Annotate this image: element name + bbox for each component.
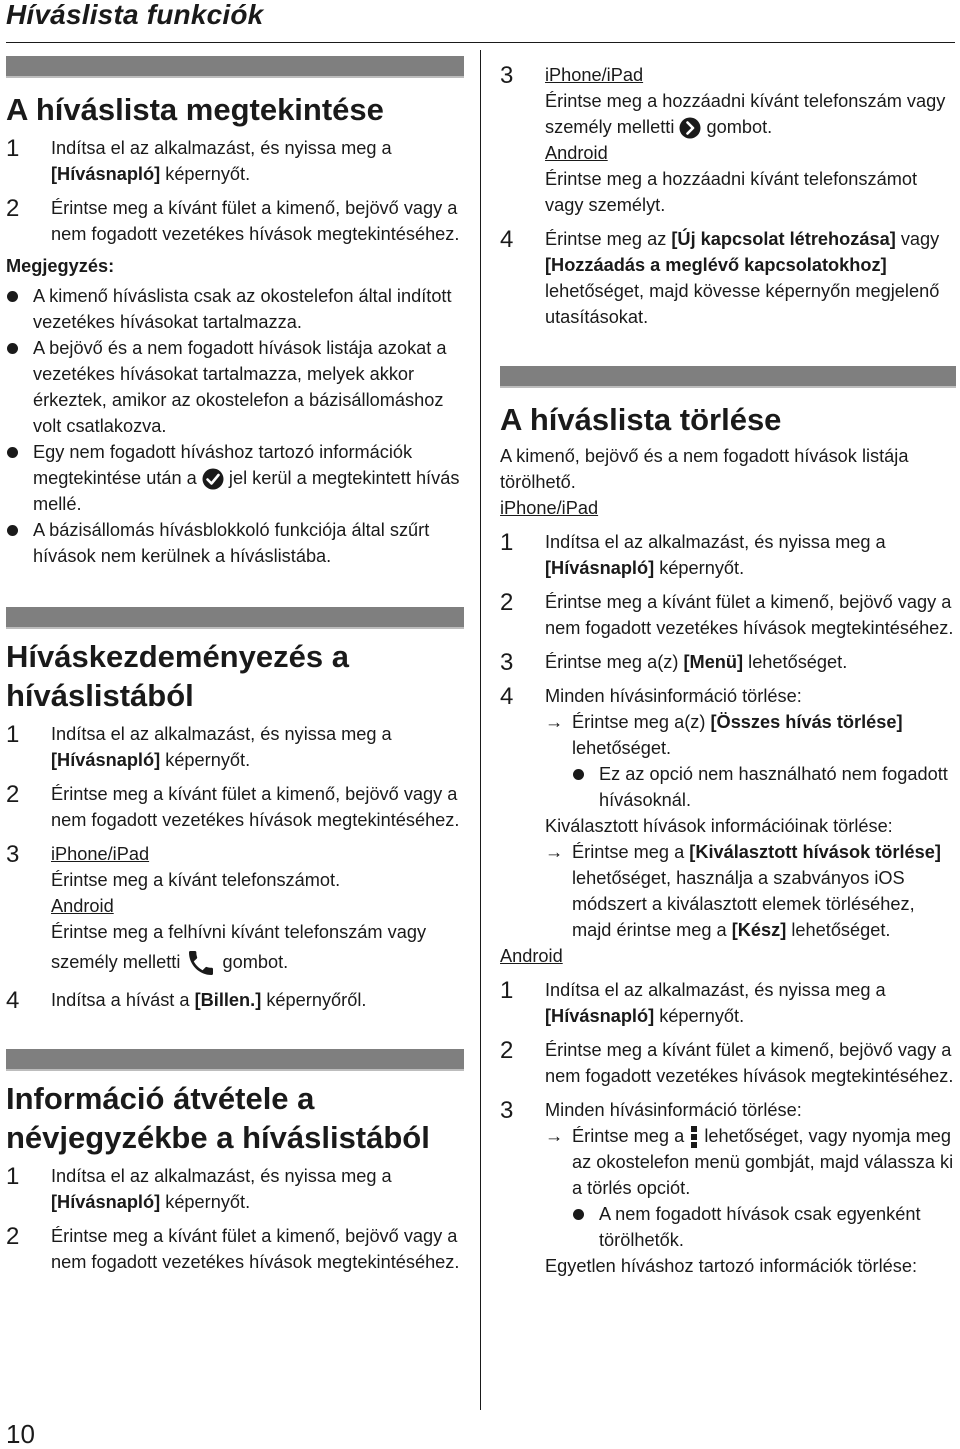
call-step-2: 2 Érintse meg a kívánt fület a kimenő, bejövő vagy a nem fogadott vezetékes hívások megtekintéséhez. — [6, 781, 460, 830]
bullet-dot — [573, 769, 584, 780]
step-number: 3 — [500, 1097, 514, 1124]
contacts-step-1: 1 Indítsa el az alkalmazást, és nyissa meg a [Hívásnapló] képernyőt. — [6, 1163, 392, 1213]
phone-handset-icon — [185, 947, 217, 979]
contacts-step-2: 2 Érintse meg a kívánt fület a kimenő, bejövő vagy a nem fogadott vezetékes hívások megtekintéséhez. — [6, 1223, 460, 1273]
section-bar — [6, 607, 464, 629]
step-number: 4 — [500, 683, 514, 710]
step-number: 2 — [500, 1037, 514, 1064]
arrow-right-icon: → — [545, 1126, 564, 1146]
bullet-dot — [573, 1209, 584, 1220]
view-step-2: 2 Érintse meg a kívánt fület a kimenő, bejövő vagy a nem fogadott vezetékes hívások megtekintéséhez. — [6, 195, 460, 244]
iphone-label: iPhone/iPad — [500, 498, 599, 518]
arrow-right-icon: → — [545, 712, 564, 732]
step-number: 3 — [500, 62, 514, 89]
section-bar — [6, 1049, 464, 1071]
arrow-right-icon: → — [545, 842, 564, 862]
bullet-dot — [7, 291, 18, 302]
page-title: Híváslista funkciók — [6, 0, 264, 30]
step-number: 1 — [500, 977, 514, 1004]
step-number: 2 — [500, 589, 514, 616]
step-number: 3 — [500, 649, 514, 676]
note-label: Megjegyzés: — [6, 256, 115, 276]
note-item-1: A kimenő híváslista csak az okostelefon által indított vezetékes hívásokat tartalmazza. — [6, 283, 464, 335]
bullet-dot — [7, 525, 18, 536]
delete-step-4: 4 Minden hívásinformáció törlése: → Érintse meg a(z) [Összes hívás törlése] lehetőséget. Ez az opció nem használható nem fogadott hívásoknál. Kiválasztott hívások információinak törlése: → Érintse meg a [Kiválasztott hívások törlése] lehetőséget, használja a szabványos iOS módszert a kiválasztott elemek törléséhez, majd érintse meg a [Kész] lehetőséget. — [500, 683, 956, 943]
step-number: 2 — [6, 781, 20, 808]
note-item-3: Egy nem fogadott híváshoz tartozó információk megtekintése után a jel kerül a megtekintett hívás mellé. — [6, 439, 464, 517]
call-section-title: Híváskezdeményezés a híváslistából — [6, 639, 349, 713]
bullet-dot — [7, 447, 18, 458]
page-number: 10 — [6, 1419, 35, 1449]
step-number: 2 — [6, 195, 20, 222]
delete-intro: A kimenő, bejövő és a nem fogadott hívások listája törölhető. — [500, 446, 909, 492]
delete-step-3: 3 Érintse meg a(z) [Menü] lehetőséget. — [500, 649, 848, 676]
contacts-step-3: 3 iPhone/iPad Érintse meg a hozzáadni kívánt telefonszám vagy személy melletti gombot. Android Érintse meg a hozzáadni kívánt telefonszámot vagy személyt. — [500, 62, 956, 218]
call-step-1: 1 Indítsa el az alkalmazást, és nyissa meg a [Hívásnapló] képernyőt. — [6, 721, 392, 770]
delete-all-action: → Érintse meg a(z) [Összes hívás törlése] lehetőséget. — [545, 709, 956, 761]
contacts-section-title: Információ átvétele a névjegyzékbe a híváslistából — [6, 1081, 430, 1156]
vertical-more-icon — [689, 1125, 699, 1149]
note-item-2: A bejövő és a nem fogadott hívások listája azokat a vezetékes hívásokat tartalmazza, melyek akkor érkeztek, amikor az okostelefon a bázisállomáshoz volt csatlakozva. — [6, 335, 464, 439]
left-column — [6, 56, 464, 1283]
delete-selected-action: → Érintse meg a [Kiválasztott hívások törlése] lehetőséget, használja a szabványos iOS módszert a kiválasztott elemek törléséhez, majd érintse meg a [Kész] lehetőséget. — [545, 839, 956, 943]
delete-android-step-1: 1 Indítsa el az alkalmazást, és nyissa meg a [Hívásnapló] képernyőt. — [500, 977, 886, 1026]
call-step-3: 3 iPhone/iPad Érintse meg a kívánt telefonszámot. Android Érintse meg a felhívni kívánt telefonszám vagy személy melletti gombot. — [6, 841, 464, 979]
view-section-title: A híváslista megtekintése — [6, 92, 384, 127]
delete-android-step-3: 3 Minden hívásinformáció törlése: → Érintse meg a lehetőséget, vagy nyomja meg az okostelefon menü gombját, majd válassza ki a törlés opciót. A nem fogadott hívások csak egyenként törölhetők. Egyetlen híváshoz tartozó információk törlése: — [500, 1097, 956, 1279]
view-step-1: 1 Indítsa el az alkalmazást, és nyissa meg a [Hívásnapló] képernyőt. — [6, 135, 392, 184]
step-number: 1 — [6, 721, 20, 748]
section-bar — [500, 366, 956, 388]
call-step-4: 4 Indítsa a hívást a [Billen.] képernyőről. — [6, 987, 367, 1015]
contacts-step-4: 4 Érintse meg az [Új kapcsolat létrehozása] vagy [Hozzáadás a meglévő kapcsolatokhoz] lehetőséget, majd kövesse képernyőn megjelenő utasításokat. — [500, 226, 940, 327]
section-bar — [6, 56, 464, 78]
delete-step-1: 1 Indítsa el az alkalmazást, és nyissa meg a [Hívásnapló] képernyőt. — [500, 529, 886, 578]
delete-android-note: A nem fogadott hívások csak egyenként törölhetők. — [545, 1201, 956, 1253]
title-rule — [6, 42, 955, 43]
step-number: 1 — [500, 529, 514, 556]
step-number: 4 — [6, 987, 20, 1015]
android-label: Android — [545, 143, 608, 163]
step-number: 1 — [6, 1163, 20, 1191]
column-divider — [480, 50, 481, 1410]
step-number: 3 — [6, 841, 20, 868]
check-circle-icon — [202, 468, 224, 490]
android-label: Android — [51, 896, 114, 916]
delete-section-title: A híváslista törlése — [500, 402, 782, 437]
android-label: Android — [500, 946, 563, 966]
delete-all-note: Ez az opció nem használható nem fogadott hívásoknál. — [545, 761, 956, 813]
delete-step-2: 2 Érintse meg a kívánt fület a kimenő, bejövő vagy a nem fogadott vezetékes hívások megtekintéséhez. — [500, 589, 954, 638]
iphone-label: iPhone/iPad — [545, 65, 644, 85]
note-item-4: A bázisállomás hívásblokkoló funkciója által szűrt hívások nem kerülnek a híváslistába. — [6, 517, 464, 569]
iphone-label: iPhone/iPad — [51, 844, 150, 864]
delete-android-action: → Érintse meg a lehetőséget, vagy nyomja meg az okostelefon menü gombját, majd válassza ki a törlés opciót. — [545, 1123, 956, 1201]
delete-android-step-2: 2 Érintse meg a kívánt fület a kimenő, bejövő vagy a nem fogadott vezetékes hívások megtekintéséhez. — [500, 1037, 954, 1086]
step-number: 4 — [500, 226, 514, 253]
bullet-dot — [7, 343, 18, 354]
chevron-right-circle-icon — [679, 117, 701, 139]
step-number: 1 — [6, 135, 20, 162]
step-number: 2 — [6, 1223, 20, 1251]
right-column — [500, 56, 956, 1287]
